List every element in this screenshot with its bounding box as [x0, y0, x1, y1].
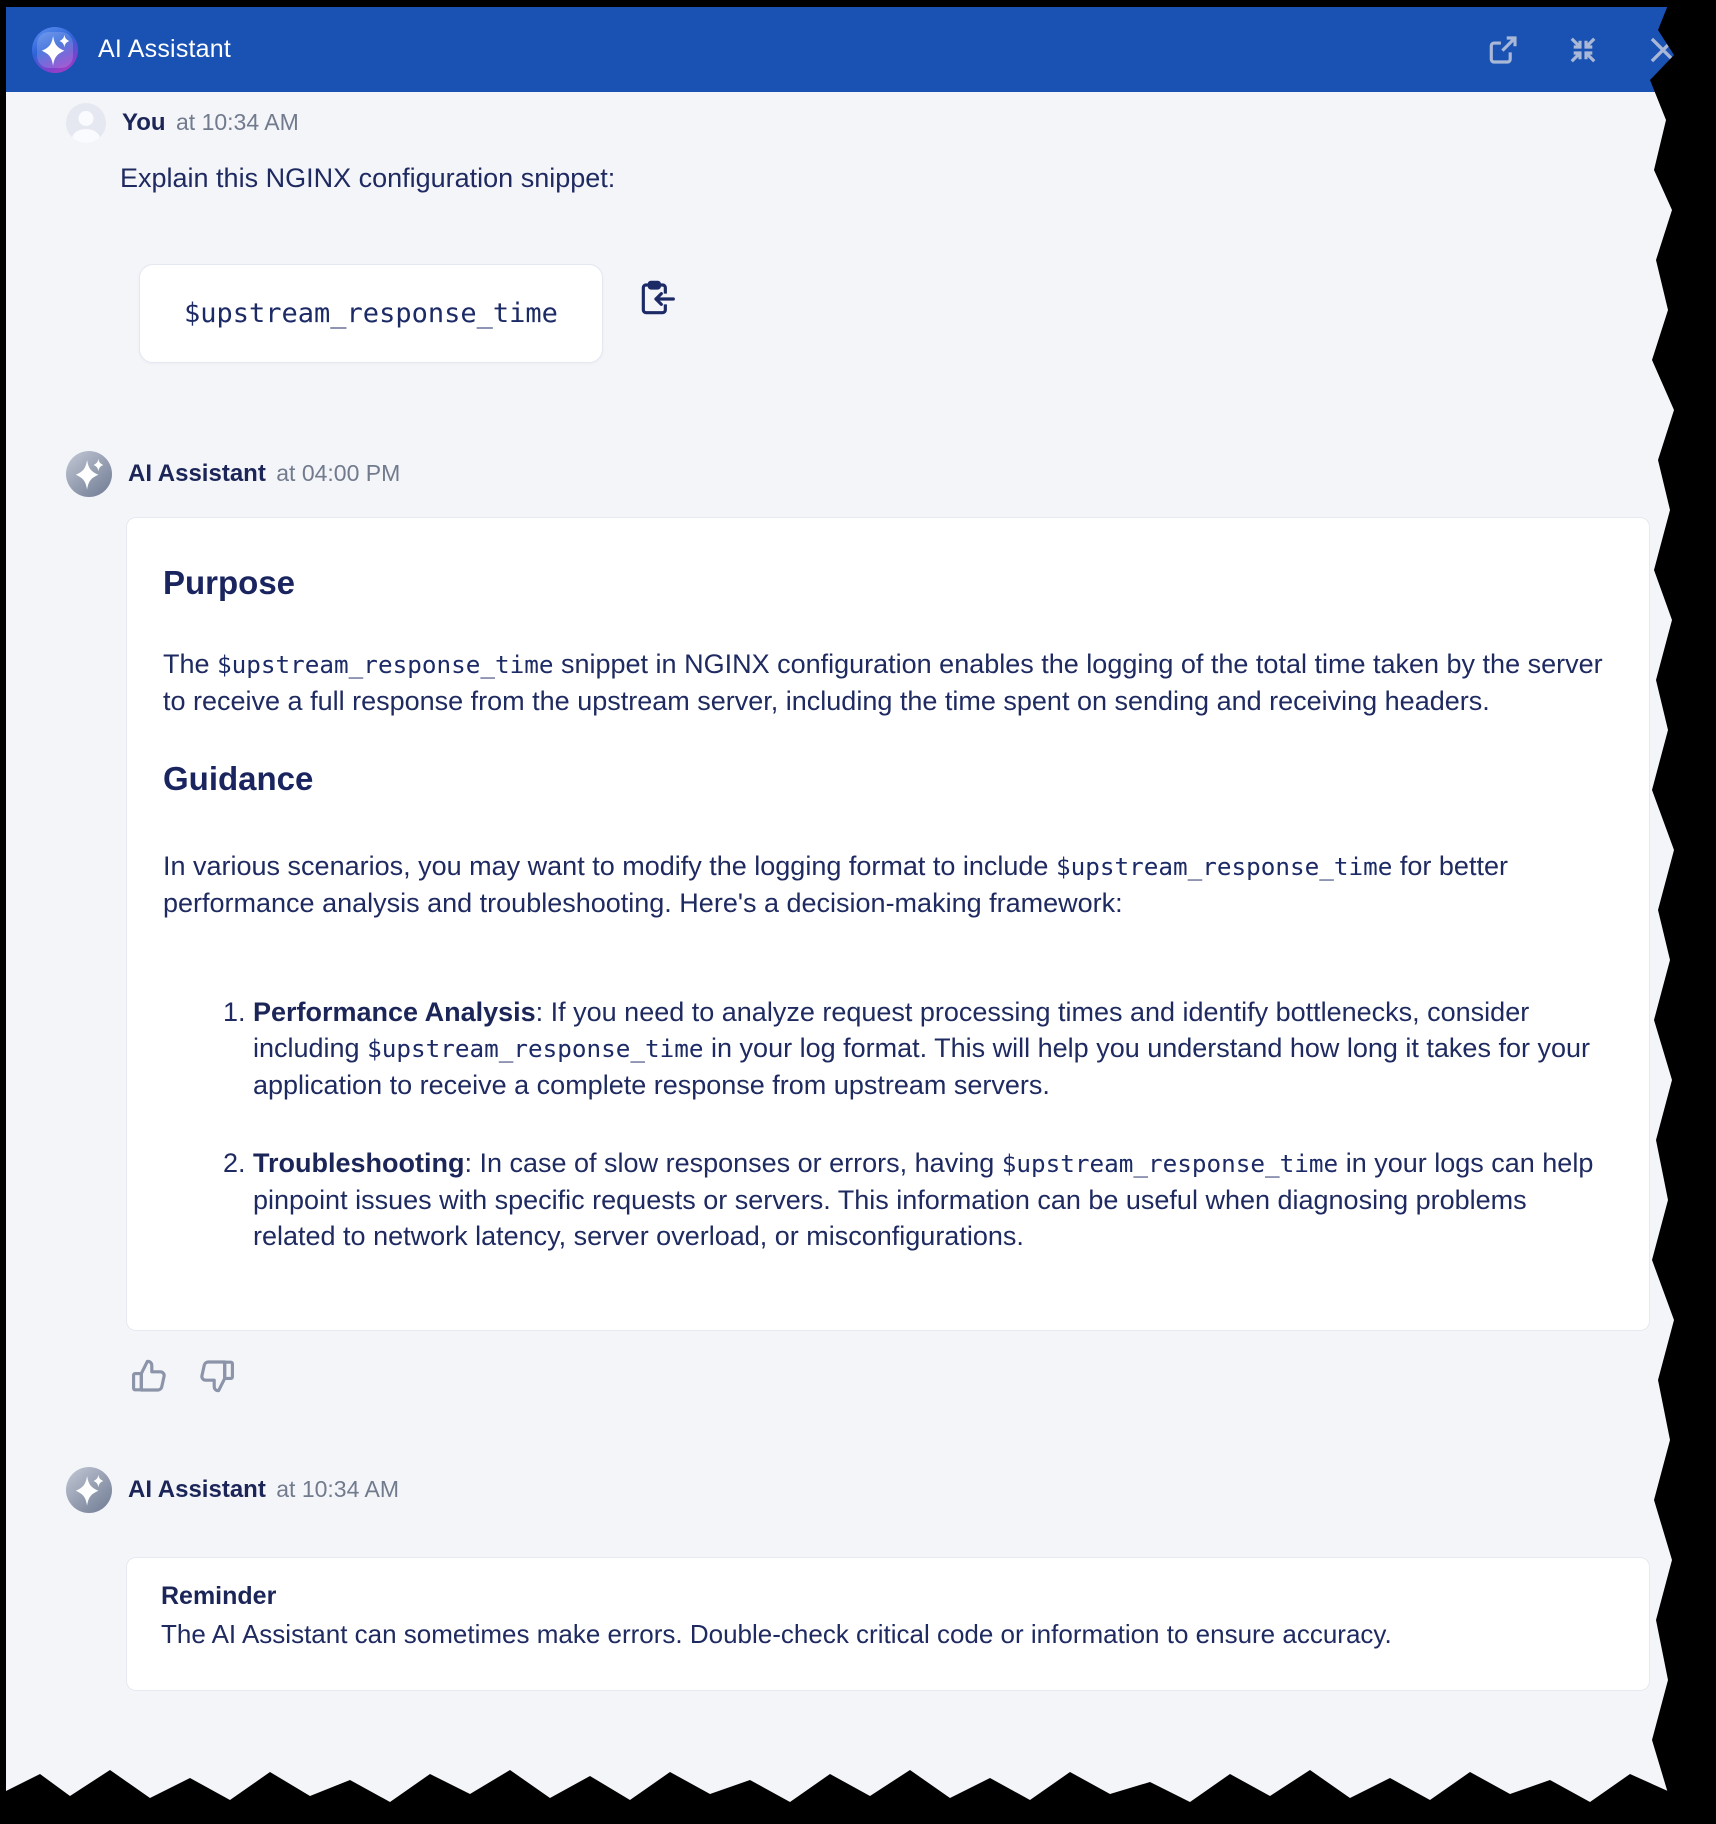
code-snippet-card	[139, 264, 603, 363]
guidance-list	[163, 994, 1609, 1254]
thumbs-down-icon	[196, 1355, 238, 1397]
feedback-buttons	[128, 1355, 1710, 1397]
external-link-icon	[1485, 32, 1521, 68]
reminder-card	[126, 1557, 1650, 1691]
assistant-message-timestamp: at 04:00 PM	[276, 460, 401, 486]
user-name: You	[122, 109, 166, 136]
collapse-icon	[1565, 32, 1601, 68]
user-message-timestamp: at 10:34 AM	[176, 109, 299, 135]
purpose-paragraph: The $upstream_response_time snippet in NGINX configuration enables the logging of the total time taken by the server to receive a full response from the upstream server, including the time spent on sending and receiving headers.	[163, 649, 1603, 716]
assistant-name-line	[128, 460, 400, 488]
header-actions	[1484, 31, 1684, 69]
code-snippet-row	[139, 264, 1710, 363]
reminder-text: The AI Assistant can sometimes make errors. Double-check critical code or information to ensure accuracy.	[161, 1619, 1392, 1649]
reminder-title: Reminder	[161, 1582, 277, 1610]
copy-code-button[interactable]	[635, 278, 675, 318]
list-item: 2. Troubleshooting: In case of slow responses or errors, having $upstream_response_time in your logs can help pinpoint issues with specific requests or servers. This information can be useful when diagnosing problems related to network latency, server overload, or misconfigurations.	[253, 1145, 1609, 1254]
assistant-avatar	[66, 1467, 112, 1513]
assistant-message-timestamp: at 10:34 AM	[276, 1476, 400, 1502]
thumbs-up-button[interactable]	[128, 1355, 170, 1397]
assistant-reminder-header	[6, 1467, 1710, 1513]
user-name-line	[122, 109, 299, 137]
list-item: 1. Performance Analysis: If you need to analyze request processing times and identify bottlenecks, consider including $upstream_response_time in your log format. This will help you understand how long it takes for your application to receive a complete response from upstream servers.	[253, 994, 1609, 1103]
user-message-text: Explain this NGINX configuration snippet:	[120, 163, 616, 193]
sparkle-icon	[66, 1467, 112, 1513]
panel-title: AI Assistant	[98, 35, 232, 63]
assistant-name: AI Assistant	[128, 1476, 266, 1503]
user-avatar	[66, 103, 106, 143]
purpose-heading: Purpose	[163, 564, 296, 601]
collapse-button[interactable]	[1564, 31, 1602, 69]
assistant-name-line	[128, 1476, 399, 1504]
open-in-new-window-button[interactable]	[1484, 31, 1522, 69]
close-icon	[1644, 30, 1682, 70]
sparkle-icon	[66, 451, 112, 497]
sparkle-icon	[32, 27, 78, 73]
code-snippet-text: $upstream_response_time	[184, 298, 558, 329]
clipboard-paste-icon	[635, 278, 675, 318]
close-button[interactable]	[1644, 31, 1682, 69]
ai-assistant-panel	[6, 7, 1710, 1818]
assistant-response-card	[126, 517, 1650, 1331]
thumbs-up-icon	[128, 1355, 170, 1397]
assistant-avatar	[66, 451, 112, 497]
guidance-intro-paragraph: In various scenarios, you may want to modify the logging format to include $upstream_response_time for better performance analysis and troubleshooting. Here's a decision-making framework:	[163, 851, 1508, 918]
thumbs-down-button[interactable]	[196, 1355, 238, 1397]
panel-header	[6, 7, 1710, 92]
guidance-heading: Guidance	[163, 760, 314, 797]
assistant-message-header	[6, 451, 1710, 497]
assistant-name: AI Assistant	[128, 460, 266, 487]
ai-assistant-logo	[32, 27, 78, 73]
user-message-header	[6, 103, 1710, 143]
